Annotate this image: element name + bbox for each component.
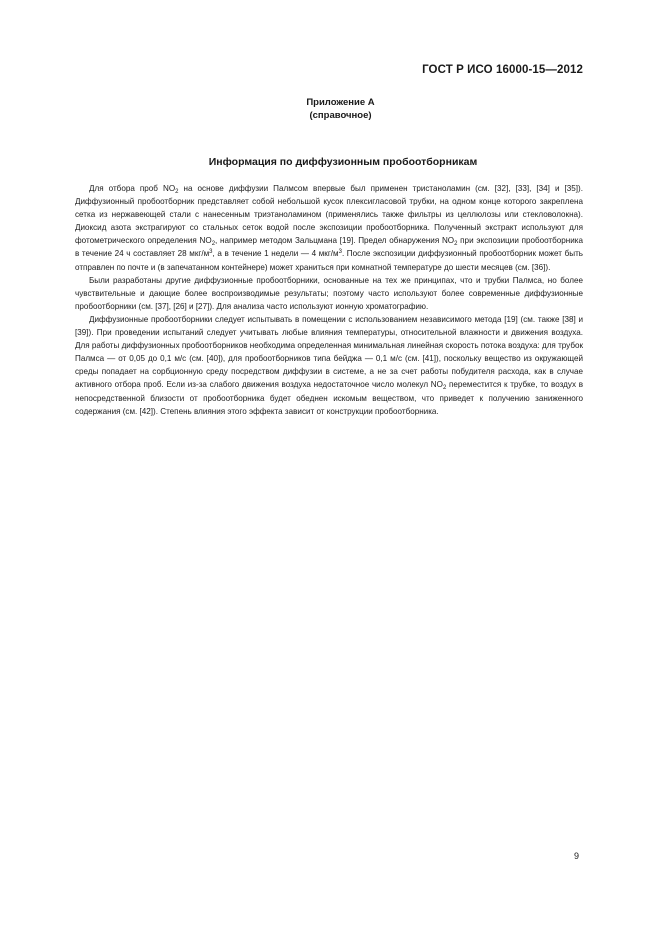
- text-run: Диффузионные пробоотборники следует испытывать в помещении с использованием независимого метода [19] (см. также [38] и [39]). При проведении испытаний следует учитывать любые влияния температуры, относительной влажности и движения воздуха. Для работы диффузионных пробоотборников необходима определенная минимальная линейная скорость потока воздуха: для трубок Палмса — от 0,05 до 0,1 м/с (см. [40]), для пробоотборников типа бейджа — 0,1 м/с (см. [41]), поскольку вещество из окружающей среды попадает на сорбционную среду посредством диффузии в системе, а не за счет работы побудителя расхода, как в случае активного отбора проб. Если из-за слабого движения воздуха недостаточное число молекул NO: [75, 314, 583, 390]
- page-number: 9: [573, 851, 579, 861]
- superscript: 3: [338, 249, 342, 256]
- annex-heading: [0, 96, 661, 122]
- paragraph-1: [75, 182, 583, 274]
- text-run: переместится к трубке, то воздух в непосредственной близости от пробоотборника будет обеднен искомым веществом, что приведет к получению заниженного содержания (см. [42]). Степень влияния этого эффекта зависит от конструкции пробоотборника.: [75, 380, 583, 416]
- text-run: , а в течение 1 недели — 4 мкг/м: [212, 249, 339, 259]
- subscript: 2: [211, 241, 216, 248]
- section-title-text: Информация по диффузионным пробоотборникам: [208, 156, 478, 168]
- paragraph-3: [75, 313, 583, 418]
- standard-designation: ГОСТ Р ИСО 16000-15—2012: [422, 64, 583, 76]
- body-text: [75, 182, 583, 418]
- section-title: [0, 156, 661, 168]
- text-run: Для отбора проб NO: [89, 184, 176, 193]
- text-run: на основе диффузии Палмсом впервые был применен тристаноламин (см. [32], [33], [34] и [35]). Диффузионный пробоотборник представляет собой небольшой кусок плексигласовой трубки, на одном конце которого закреплена сетка из нержавеющей стали с нанесенным триэтаноламином (применялись также фильтры из целлюлозы или стекловолокна). Диоксид азота экстрагируют со стальных сеток водой после экспозиции пробоотборника. Полученный экстракт используют для фотометрического определения NO: [75, 184, 583, 246]
- text-run: , например методом Зальцмана [19]. Предел обнаружения NO: [215, 236, 455, 246]
- subscript: 2: [175, 189, 179, 195]
- annex-type: (справочное): [309, 110, 372, 121]
- text-run: при экспозиции пробоотборника в течение 24 ч составляет 28 мкг/м: [75, 236, 583, 259]
- subscript: 2: [442, 385, 447, 392]
- annex-title: Приложение А: [306, 97, 375, 108]
- text-run: . После экспозиции диффузионный пробоотборник может быть отправлен по почте и (в запечатанном контейнере) может храниться при комнатной температуре до шести месяцев (см. [36]).: [75, 249, 583, 272]
- superscript: 3: [209, 249, 213, 256]
- subscript: 2: [454, 241, 458, 248]
- paragraph-2: Были разработаны другие диффузионные пробоотборники, основанные на тех же принципах, что и трубки Палмса, но более чувствительные и дающие более воспроизводимые результаты; поэтому часто используют более современные диффузионные пробоотборники (см. [37], [26] и [27]). Для анализа часто используют ионную хроматографию.: [75, 275, 583, 311]
